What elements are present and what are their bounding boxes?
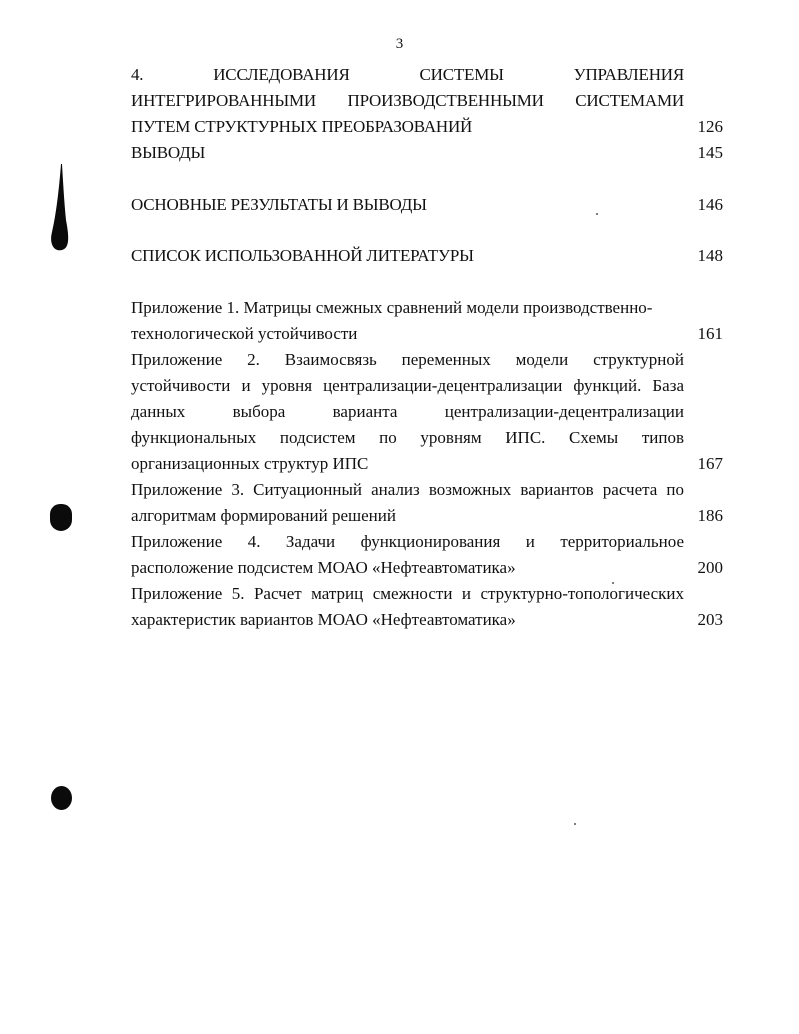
appendix-2-line-3: данных выбора варианта централизации-децентрализации bbox=[131, 402, 684, 421]
appendix-5-line-2: характеристик вариантов МОАО «Нефтеавтоматика» bbox=[131, 610, 516, 629]
toc-chapter4-page: 126 bbox=[697, 117, 723, 136]
appendix-2-line-4: функциональных подсистем по уровням ИПС. Схемы типов bbox=[131, 428, 684, 447]
page-number: 3 bbox=[395, 36, 404, 52]
appendix-5-page: 203 bbox=[697, 610, 723, 629]
speck bbox=[574, 823, 576, 825]
toc-references-page: 148 bbox=[697, 246, 723, 265]
punch-hole-lower bbox=[51, 786, 72, 810]
appendix-3-line-1: Приложение 3. Ситуационный анализ возможных вариантов расчета по bbox=[131, 480, 684, 499]
appendix-1-line-1: Приложение 1. Матрицы смежных сравнений модели производственно- bbox=[131, 298, 653, 317]
toc-chapter4-line-1: 4. ИССЛЕДОВАНИЯ СИСТЕМЫ УПРАВЛЕНИЯ bbox=[131, 65, 684, 84]
toc-main-results-title: ОСНОВНЫЕ РЕЗУЛЬТАТЫ И ВЫВОДЫ bbox=[131, 195, 427, 214]
appendix-2-page: 167 bbox=[697, 454, 723, 473]
toc-conclusions-page: 145 bbox=[697, 143, 723, 162]
toc-chapter4-line-2: ИНТЕГРИРОВАННЫМИ ПРОИЗВОДСТВЕННЫМИ СИСТЕМАМИ bbox=[131, 91, 684, 110]
toc-references-title: СПИСОК ИСПОЛЬЗОВАННОЙ ЛИТЕРАТУРЫ bbox=[131, 246, 474, 265]
appendix-4-page: 200 bbox=[697, 558, 723, 577]
toc-chapter4-line-3: ПУТЕМ СТРУКТУРНЫХ ПРЕОБРАЗОВАНИЙ bbox=[131, 117, 473, 136]
appendix-3-page: 186 bbox=[697, 506, 723, 525]
appendix-1-page: 161 bbox=[697, 324, 723, 343]
appendix-2-line-5: организационных структур ИПС bbox=[131, 454, 369, 473]
appendix-2-line-1: Приложение 2. Взаимосвязь переменных модели структурной bbox=[131, 350, 684, 369]
appendix-4-line-1: Приложение 4. Задачи функционирования и территориальное bbox=[131, 532, 684, 551]
toc-main-results-page: 146 bbox=[697, 195, 723, 214]
appendix-2-line-2: устойчивости и уровня централизации-децентрализации функций. База bbox=[131, 376, 684, 395]
toc-conclusions-title: ВЫВОДЫ bbox=[131, 143, 206, 162]
appendix-1-line-2: технологической устойчивости bbox=[131, 324, 358, 343]
appendix-4-line-2: расположение подсистем МОАО «Нефтеавтоматика» bbox=[131, 558, 516, 577]
appendix-3-line-2: алгоритмам формирований решений bbox=[131, 506, 396, 525]
appendix-5-line-1: Приложение 5. Расчет матриц смежности и структурно-топологических bbox=[131, 584, 684, 603]
binding-mark bbox=[46, 160, 76, 260]
punch-hole-upper bbox=[50, 504, 72, 531]
